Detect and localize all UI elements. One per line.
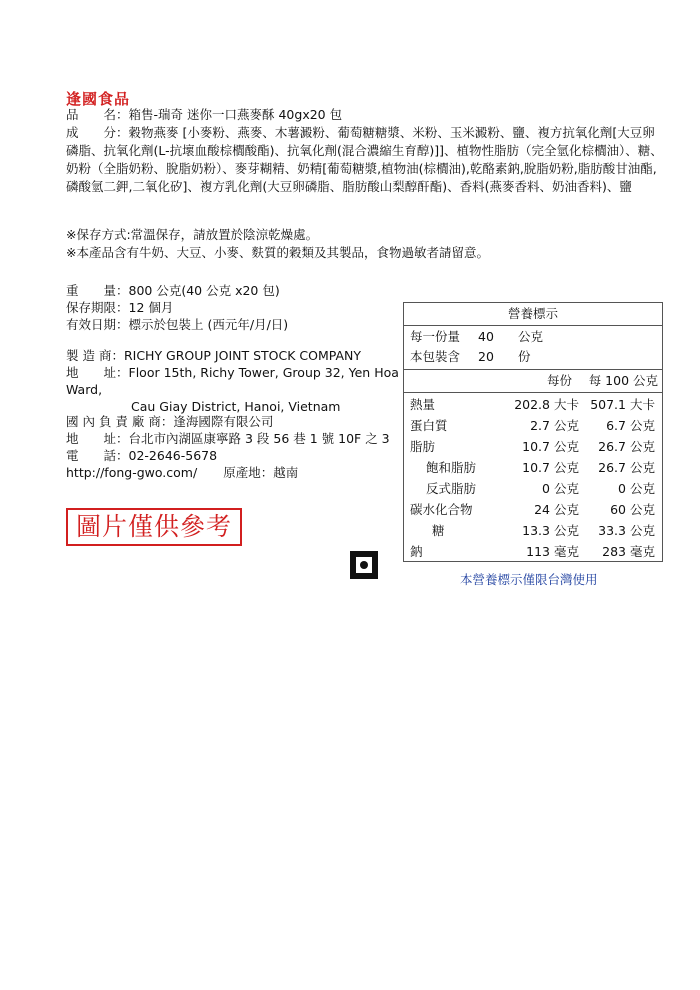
per-100g-header: 每 100 公克 <box>588 373 658 388</box>
maker-label: 製 造 商： <box>66 348 124 363</box>
servings-per-pack-label: 本包裝含 <box>410 349 461 364</box>
shelf-life-value: 12 個月 <box>128 300 174 315</box>
maker-line <box>66 347 361 364</box>
per-100g-unit: 大卡 <box>630 397 656 412</box>
per-serving-value: 113 <box>526 544 550 559</box>
nutrient-name: 熱量 <box>410 397 436 412</box>
shelf-life-label: 保存期限： <box>66 300 129 315</box>
recycle-icon <box>344 545 384 585</box>
nutrition-note: 本營養標示僅限台灣使用 <box>460 572 598 587</box>
importer-label: 國 內 負 責 廠 商： <box>66 414 174 429</box>
per-serving-header: 每份 <box>546 373 572 388</box>
per-100g-value: 60 <box>610 502 626 517</box>
per-100g-value: 507.1 <box>590 397 626 412</box>
weight-label: 重 量： <box>66 283 129 298</box>
reference-only-stamp: 圖片僅供參考 <box>66 508 242 546</box>
nutrient-name: 飽和脂肪 <box>426 460 477 475</box>
per-100g-value: 26.7 <box>598 460 626 475</box>
per-100g-unit: 公克 <box>630 502 656 517</box>
expiry-label: 有效日期： <box>66 317 129 332</box>
per-100g-value: 0 <box>618 481 626 496</box>
importer-value: 逢海國際有限公司 <box>173 414 274 429</box>
per-100g-value: 6.7 <box>606 418 626 433</box>
per-100g-value: 26.7 <box>598 439 626 454</box>
website-link[interactable]: http://fong-gwo.com/ <box>66 465 198 480</box>
phone-value: 02-2646-5678 <box>128 448 218 463</box>
table-divider <box>404 392 662 393</box>
servings-per-pack-unit: 份 <box>518 349 531 364</box>
per-serving-value: 2.7 <box>530 418 550 433</box>
origin-text: 原產地：越南 <box>223 465 299 480</box>
per-serving-unit: 公克 <box>554 502 580 517</box>
storage-note: ※保存方式:常溫保存，請放置於陰涼乾燥處。 <box>66 227 319 242</box>
expiry-value: 標示於包裝上 (西元年/月/日) <box>128 317 289 332</box>
maker-value: RICHY GROUP JOINT STOCK COMPANY <box>123 348 362 363</box>
serving-size-label: 每一份量 <box>410 329 461 344</box>
ingredients-block <box>66 124 666 196</box>
per-serving-value: 0 <box>542 481 550 496</box>
nutrition-table <box>403 302 663 562</box>
serving-size-value: 40 <box>478 329 494 344</box>
address-value: Floor 15th, Richy Tower, Group 32, Yen Hoa <box>128 365 399 380</box>
address-line-3: Cau Giay District, Hanoi, Vietnam <box>131 399 341 414</box>
weight-line <box>66 282 280 299</box>
phone-line <box>66 447 217 464</box>
per-serving-unit: 公克 <box>554 523 580 538</box>
weight-value: 800 公克(40 公克 x20 包) <box>128 283 280 298</box>
importer-address-value: 台北市內湖區康寧路 3 段 56 巷 1 號 10F 之 3 <box>128 431 390 446</box>
per-serving-unit: 公克 <box>554 418 580 433</box>
phone-label: 電 話： <box>66 448 129 463</box>
per-serving-value: 10.7 <box>522 439 550 454</box>
importer-address-label: 地 址： <box>66 431 129 446</box>
address-line <box>66 364 399 381</box>
ingredients-value: 穀物燕麥 [小麥粉、燕麥、木薯澱粉、葡萄糖糖漿、米粉、玉米澱粉、鹽、複方抗氧化劑[大豆卵磷脂、抗氧化劑(L-抗壞血酸棕櫚酸酯)、抗氧化劑(混合濃縮生育醇)]]、植物性脂肪（完全氫化棕櫚油）、糖、奶粉（全脂奶粉、脫脂奶粉）、麥芽糊精、奶精[葡萄糖漿,植物油(棕櫚油),乾酪素鈉,脫脂奶粉,脂肪酸甘油酯,磷酸氫二鉀,二氧化矽]、複方乳化劑(大豆卵磷脂、脂肪酸山梨醇酐酯)、香料(燕麥香料、奶油香料)、鹽 <box>66 125 663 194</box>
per-serving-unit: 公克 <box>554 481 580 496</box>
per-100g-unit: 公克 <box>630 439 656 454</box>
table-divider <box>404 369 662 370</box>
product-value: 箱售-瑞奇 迷你一口燕麥酥 40gx20 包 <box>128 107 343 122</box>
per-serving-value: 24 <box>534 502 550 517</box>
ingredients-label: 成 分： <box>66 125 129 140</box>
per-serving-value: 13.3 <box>522 523 550 538</box>
servings-per-pack-value: 20 <box>478 349 494 364</box>
per-serving-value: 10.7 <box>522 460 550 475</box>
per-100g-unit: 毫克 <box>630 544 656 559</box>
nutrient-name: 鈉 <box>410 544 423 559</box>
product-label: 品 名： <box>66 107 129 122</box>
importer-line <box>66 413 273 430</box>
allergen-note: ※本產品含有牛奶、大豆、小麥、麩質的穀類及其製品，食物過敏者請留意。 <box>66 245 489 260</box>
nutrition-title: 營養標示 <box>404 303 662 326</box>
nutrient-name: 蛋白質 <box>410 418 448 433</box>
per-100g-value: 283 <box>602 544 626 559</box>
website-line <box>66 464 298 481</box>
per-100g-unit: 公克 <box>630 418 656 433</box>
per-100g-value: 33.3 <box>598 523 626 538</box>
per-serving-unit: 大卡 <box>554 397 580 412</box>
address-line-2: Ward, <box>66 382 103 397</box>
per-serving-unit: 毫克 <box>554 544 580 559</box>
expiry-line <box>66 316 288 333</box>
importer-address-line <box>66 430 390 447</box>
per-100g-unit: 公克 <box>630 481 656 496</box>
brand-name: 逢國食品 <box>66 90 131 108</box>
per-100g-unit: 公克 <box>630 523 656 538</box>
address-label: 地 址： <box>66 365 129 380</box>
per-100g-unit: 公克 <box>630 460 656 475</box>
per-serving-unit: 公克 <box>554 460 580 475</box>
product-name-line <box>66 106 666 124</box>
nutrient-name: 碳水化合物 <box>410 502 473 517</box>
per-serving-value: 202.8 <box>514 397 550 412</box>
per-serving-unit: 公克 <box>554 439 580 454</box>
nutrient-name: 反式脂肪 <box>426 481 477 496</box>
serving-size-unit: 公克 <box>518 329 544 344</box>
nutrient-name: 脂肪 <box>410 439 436 454</box>
nutrient-name: 糖 <box>432 523 445 538</box>
shelf-life-line <box>66 299 173 316</box>
